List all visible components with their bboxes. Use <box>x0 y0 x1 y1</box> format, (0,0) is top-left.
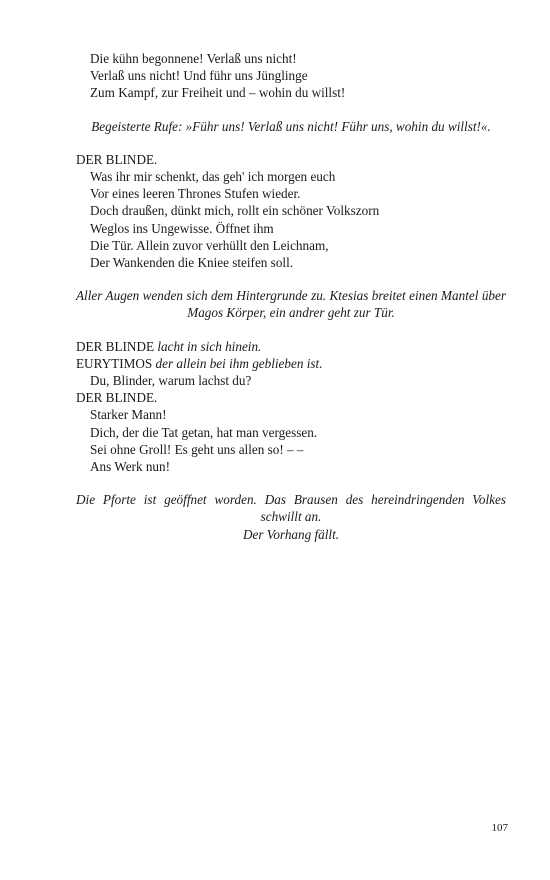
verse-line: Was ihr mir schenkt, das geh' ich morgen euch <box>90 169 336 185</box>
curtain-direction: Der Vorhang fällt. <box>242 526 340 542</box>
verse-line: Die Tür. Allein zuvor verhüllt den Leichnam, <box>90 237 329 253</box>
stage-direction: Aller Augen wenden sich dem Hintergrunde zu. Ktesias breitet einen Mantel über Magos Körper, ein andrer geht zur Tür. <box>76 288 506 321</box>
verse-line: Die kühn begonnene! Verlaß uns nicht! <box>90 51 297 66</box>
verse-line: Weglos ins Ungewisse. Öffnet ihm <box>90 220 274 236</box>
speaker-name: EURYTIMOS <box>76 355 153 371</box>
verse-line: Vor eines leeren Thrones Stufen wieder. <box>90 186 301 202</box>
verse-line: Verlaß uns nicht! Und führ uns Jünglinge <box>90 68 308 84</box>
speaker-direction: lacht in sich hinein. <box>157 338 262 354</box>
verse-line: Der Wankenden die Kniee steifen soll. <box>90 255 294 271</box>
stage-direction: Begeisterte Rufe: »Führ uns! Verlaß uns nicht! Führ uns, wohin du willst!«. <box>91 118 491 134</box>
text-column <box>76 50 506 543</box>
verse-line: Zum Kampf, zur Freiheit und – wohin du willst! <box>90 85 346 101</box>
verse-line: Dich, der die Tat getan, hat man vergessen. <box>90 424 318 440</box>
verse-line: Ans Werk nun! <box>90 459 171 475</box>
stage-direction: Die Pforte ist geöffnet worden. Das Brausen des hereindringenden Volkes schwillt an. <box>76 492 506 525</box>
verse-line: Starker Mann! <box>90 407 167 423</box>
speaker-direction: der allein bei ihm geblieben ist. <box>155 355 323 371</box>
speaker-line <box>76 355 506 372</box>
speaker-line <box>76 338 506 355</box>
speaker-name: DER BLINDE <box>76 338 155 354</box>
verse-line: Doch draußen, dünkt mich, rollt ein schöner Volkszorn <box>90 203 380 219</box>
speaker-name: DER BLINDE. <box>76 390 158 406</box>
verse-line: Sei ohne Groll! Es geht uns allen so! – – <box>90 441 304 457</box>
verse-line: Du, Blinder, warum lachst du? <box>90 373 252 389</box>
speaker-name: DER BLINDE. <box>76 151 158 167</box>
page-number: 107 <box>491 822 508 834</box>
